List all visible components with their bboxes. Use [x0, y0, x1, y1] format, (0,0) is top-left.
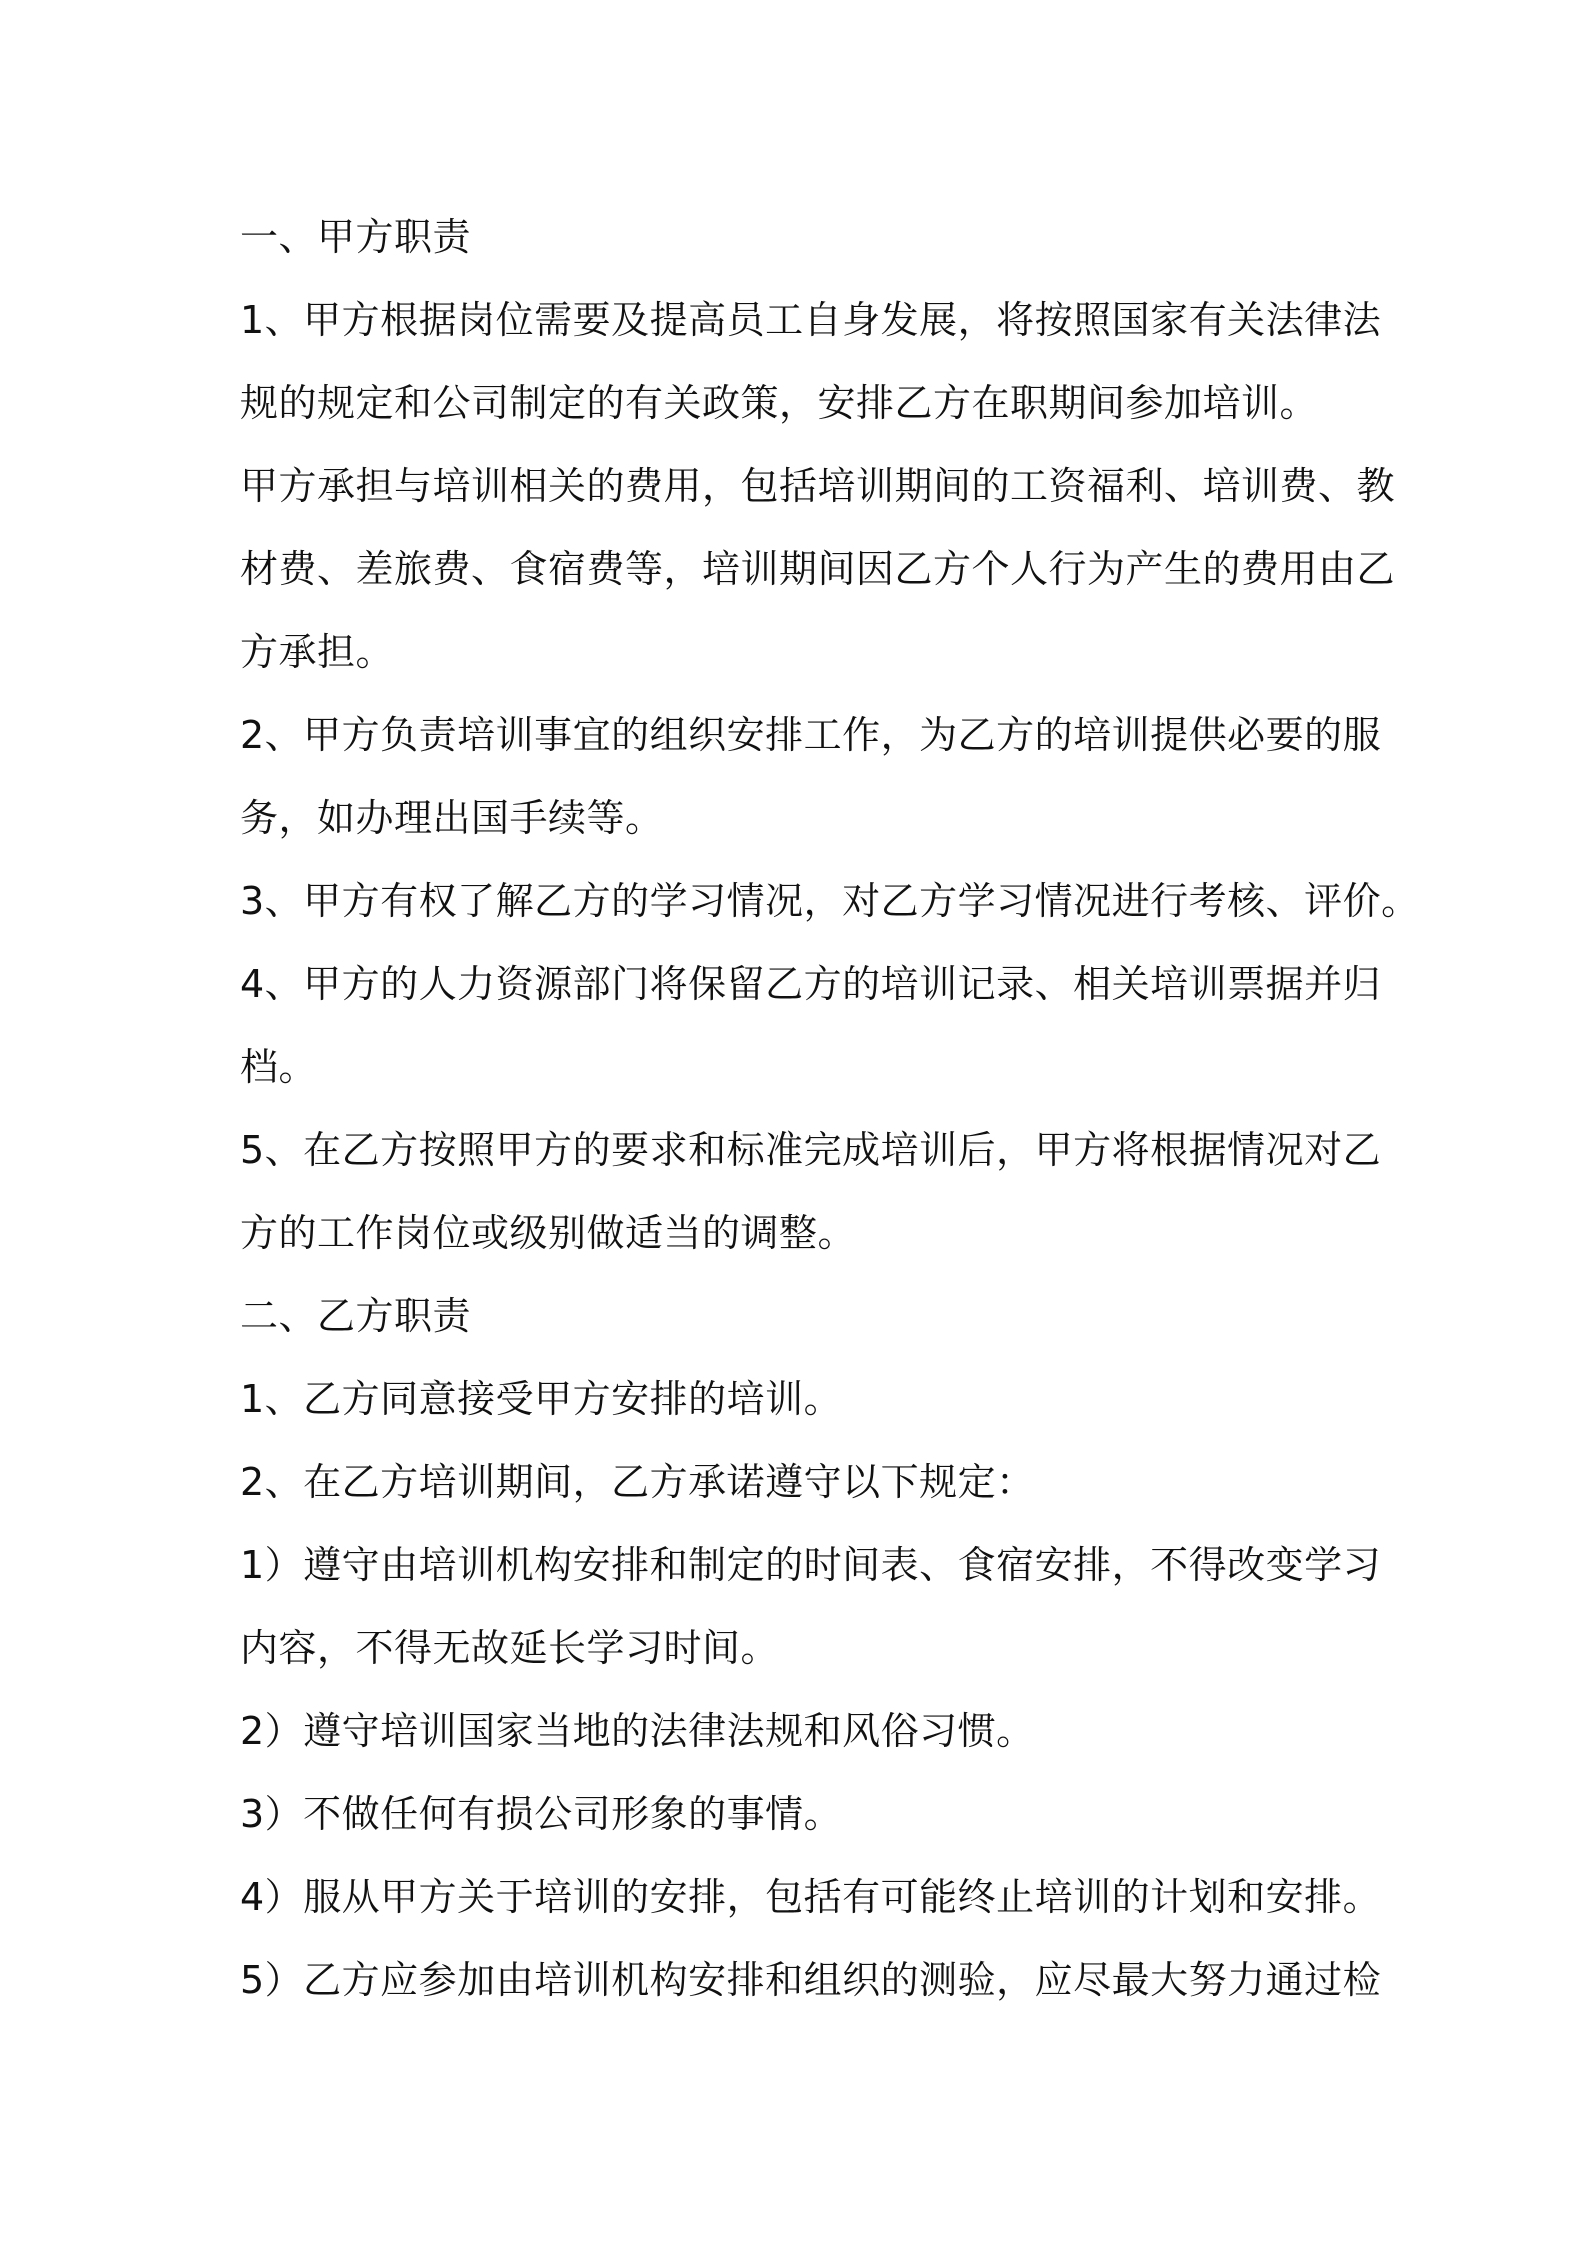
text-line: 方承担。 — [240, 630, 395, 674]
text-line: 档。 — [240, 1045, 318, 1089]
text-line: 规的规定和公司制定的有关政策，安排乙方在职期间参加培训。 — [240, 381, 1319, 425]
text-line: 1、乙方同意接受甲方安排的培训。 — [240, 1377, 843, 1421]
text-line: 4）服从甲方关于培训的安排，包括有可能终止培训的计划和安排。 — [240, 1875, 1382, 1919]
text-line: 甲方承担与培训相关的费用，包括培训期间的工资福利、培训费、教 — [240, 464, 1396, 508]
text-line: 材费、差旅费、食宿费等，培训期间因乙方个人行为产生的费用由乙 — [240, 547, 1396, 591]
text-line: 2）遵守培训国家当地的法律法规和风俗习惯。 — [240, 1709, 1035, 1753]
text-line: 内容，不得无故延长学习时间。 — [240, 1626, 780, 1670]
text-line: 务，如办理出国手续等。 — [240, 796, 664, 840]
text-line: 5）乙方应参加由培训机构安排和组织的测验，应尽最大努力通过检 — [240, 1958, 1382, 2002]
text-line: 2、在乙方培训期间，乙方承诺遵守以下规定： — [240, 1460, 1035, 1504]
text-line: 方的工作岗位或级别做适当的调整。 — [240, 1211, 857, 1255]
text-line: 5、在乙方按照甲方的要求和标准完成培训后，甲方将根据情况对乙 — [240, 1128, 1382, 1172]
text-line: 1）遵守由培训机构安排和制定的时间表、食宿安排，不得改变学习 — [240, 1543, 1382, 1587]
text-line: 2、甲方负责培训事宜的组织安排工作，为乙方的培训提供必要的服 — [240, 713, 1382, 757]
section-heading-party-b: 二、乙方职责 — [240, 1294, 472, 1338]
document-body — [240, 196, 1420, 2022]
text-line: 4、甲方的人力资源部门将保留乙方的培训记录、相关培训票据并归 — [240, 962, 1382, 1006]
text-line: 1、甲方根据岗位需要及提高员工自身发展，将按照国家有关法律法 — [240, 298, 1382, 342]
text-line: 3）不做任何有损公司形象的事情。 — [240, 1792, 843, 1836]
text-line: 3、甲方有权了解乙方的学习情况，对乙方学习情况进行考核、评价。 — [240, 879, 1420, 923]
section-heading-party-a: 一、甲方职责 — [240, 215, 472, 259]
